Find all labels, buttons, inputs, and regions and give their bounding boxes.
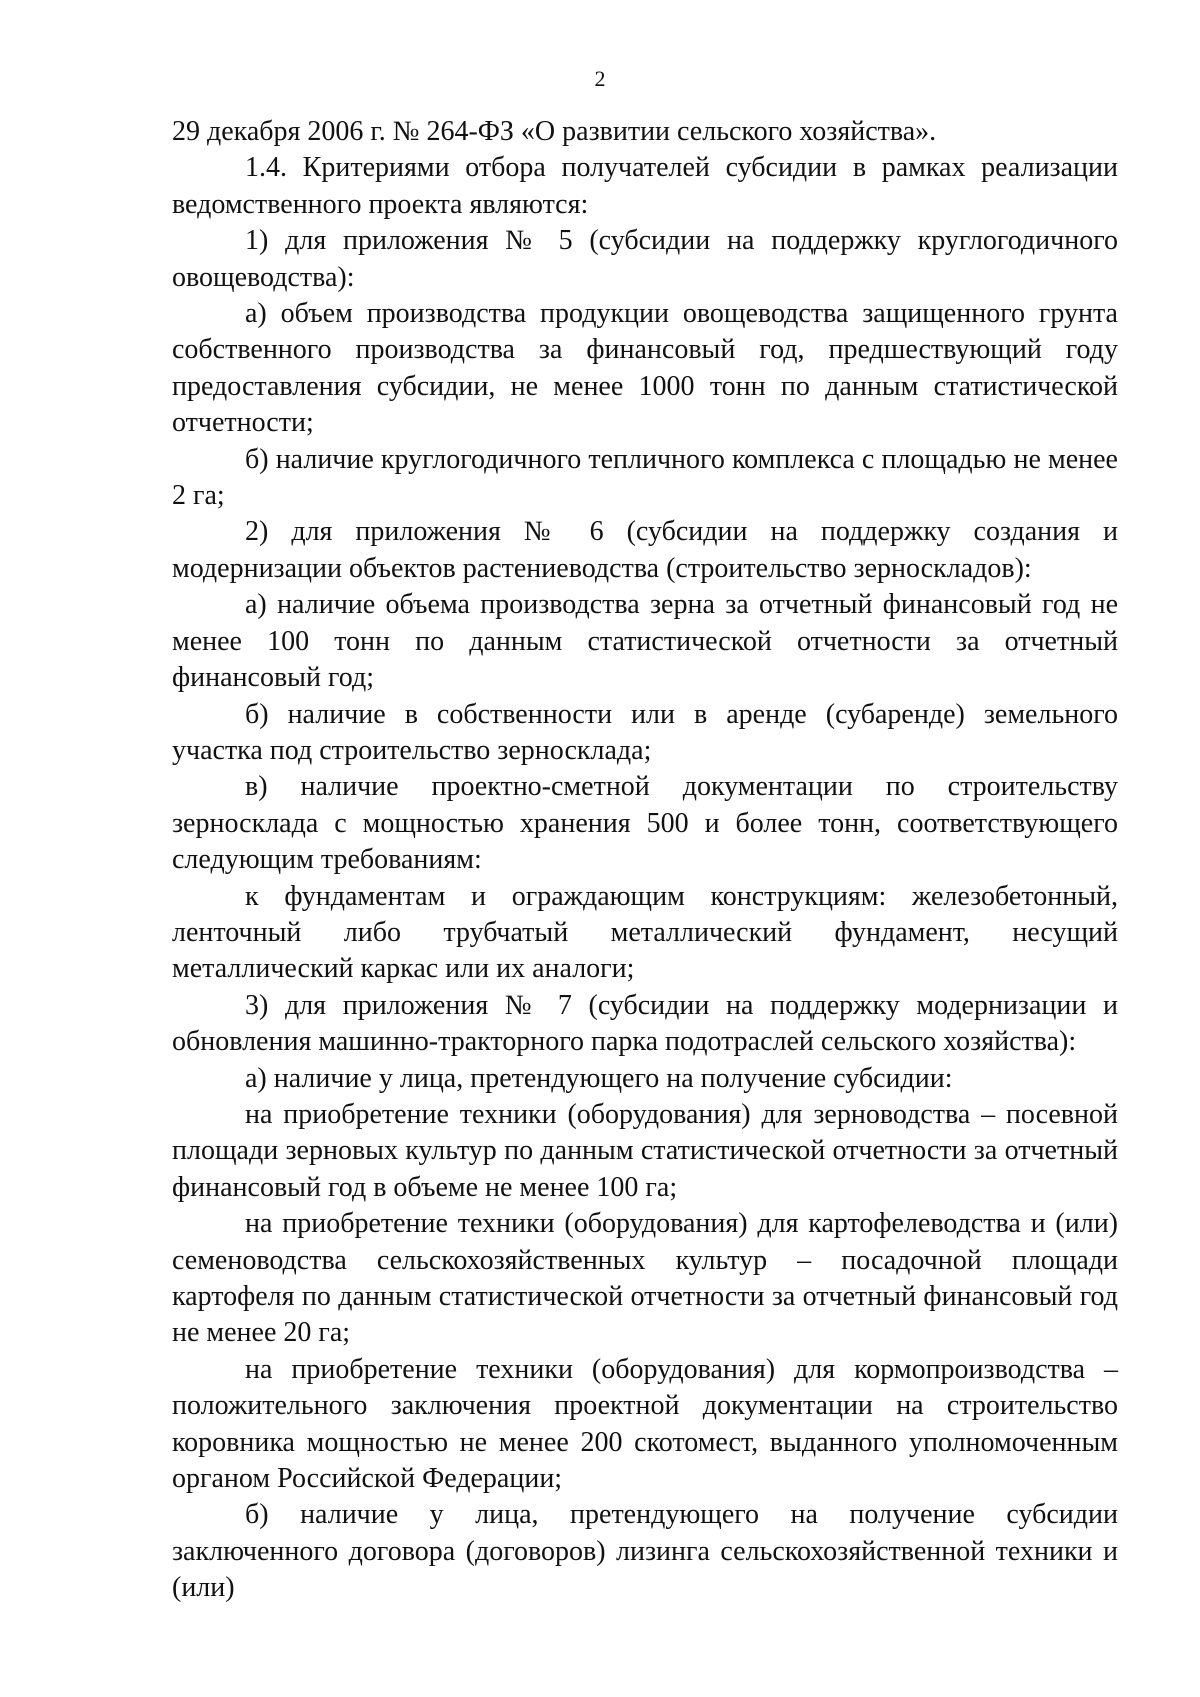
paragraph: на приобретение техники (оборудования) для картофелеводства и (или) семеноводства сельскохозяйственных культур – посадочной площади картофеля по данным статистической отчетности за отчетный финансовый год не менее 20 га; [172, 1208, 1118, 1349]
paragraph: в) наличие проектно-сметной документации по строительству зерносклада с мощностью хранения 500 и более тонн, соответствующего следующим требованиям: [172, 771, 1118, 876]
paragraph: 2) для приложения № 6 (субсидии на поддержку создания и модернизации объектов растениеводства (строительство зерноскладов): [172, 516, 1118, 584]
paragraph: а) наличие объема производства зерна за отчетный финансовый год не менее 100 тонн по данным статистической отчетности за отчетный финансовый год; [172, 589, 1118, 694]
paragraph: б) наличие в собственности или в аренде (субаренде) земельного участка под строительство зерносклада; [172, 698, 1118, 766]
paragraph: на приобретение техники (оборудования) для кормопроизводства – положительного заключения проектной документации на строительство коровника мощностью не менее 200 скотомест, выданного уполномоченным органом Российской Федерации; [172, 1353, 1118, 1495]
paragraph: а) наличие у лица, претендующего на получение субсидии: [245, 1062, 953, 1094]
paragraph: а) объем производства продукции овощеводства защищенного грунта собственного производства за финансовый год, предшествующий году предоставления субсидии, не менее 1000 тонн по данным статистической отчетности; [172, 298, 1118, 439]
paragraph: 1) для приложения № 5 (субсидии на поддержку круглогодичного овощеводства): [172, 225, 1118, 293]
document-body [172, 114, 1118, 1607]
paragraph: 1.4. Критериями отбора получателей субсидии в рамках реализации ведомственного проекта являются: [172, 152, 1118, 220]
paragraph: на приобретение техники (оборудования) для зерноводства – посевной площади зерновых культур по данным статистической отчетности за отчетный финансовый год в объеме не менее 100 га; [172, 1098, 1118, 1203]
page-number: 2 [594, 66, 606, 91]
paragraph: б) наличие круглогодичного тепличного комплекса с площадью не менее 2 га; [172, 443, 1118, 512]
paragraph: б) наличие у лица, претендующего на получение субсидии заключенного договора (договоров) лизинга сельскохозяйственной техники и (или) [172, 1499, 1118, 1604]
paragraph: 29 декабря 2006 г. № 264-ФЗ «О развитии сельского хозяйства». [172, 116, 937, 147]
paragraph: к фундаментам и ограждающим конструкциям: железобетонный, ленточный либо трубчатый металлический фундамент, несущий металлический каркас или их аналоги; [172, 880, 1118, 985]
paragraph: 3) для приложения № 7 (субсидии на поддержку модернизации и обновления машинно-тракторного парка подотраслей сельского хозяйства): [172, 989, 1118, 1058]
